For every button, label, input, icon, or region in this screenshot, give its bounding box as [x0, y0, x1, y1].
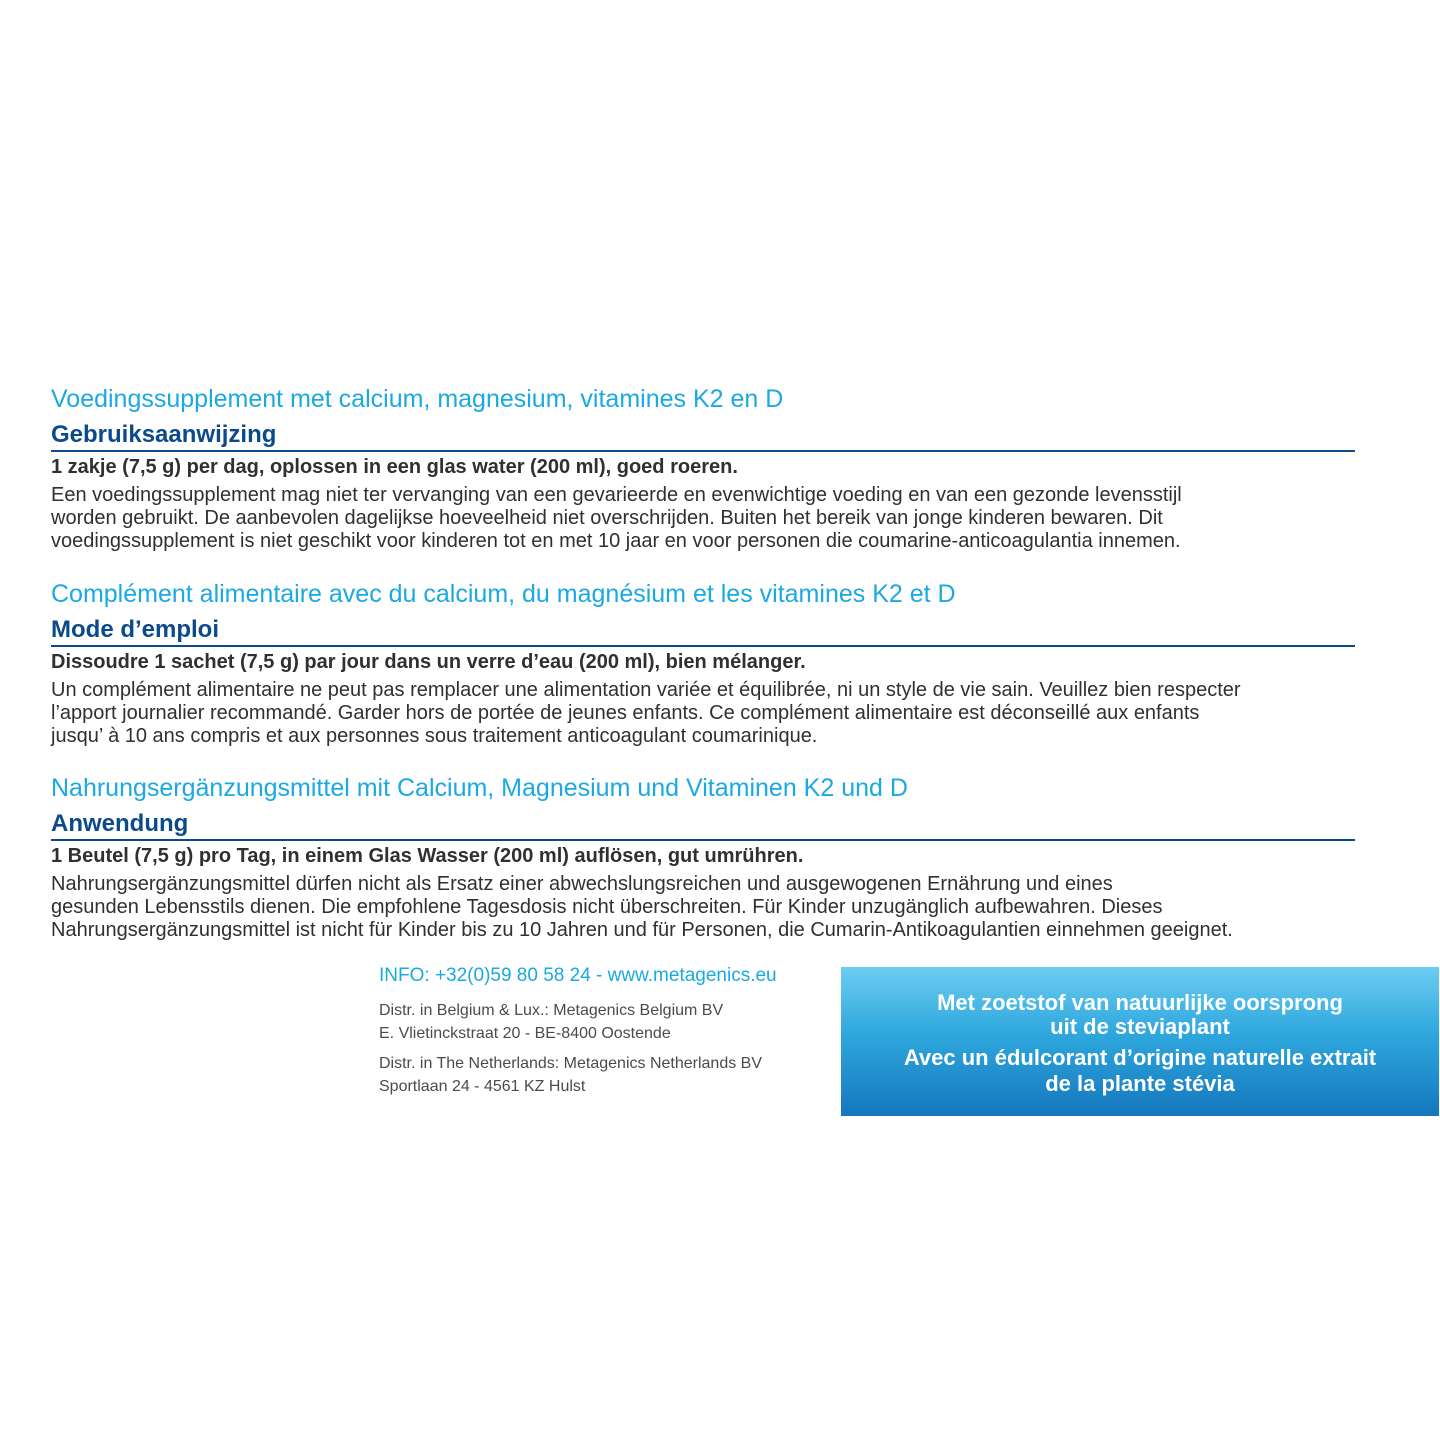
distributor-belgium — [379, 999, 723, 1045]
banner-text-fr — [841, 1039, 1439, 1097]
warning-line: Nahrungsergänzungsmittel dürfen nicht als Ersatz einer abwechslungsreichen und ausgewogenen Ernährung und eines — [51, 873, 1113, 895]
distributor-name: Distr. in The Netherlands: Metagenics Netherlands BV — [379, 1055, 763, 1072]
contact-info: INFO: +32(0)59 80 58 24 - www.metagenics.eu — [379, 965, 777, 986]
heading-nl: Gebruiksaanwijzing — [51, 421, 1355, 452]
stevia-banner — [841, 967, 1439, 1116]
banner-line: Met zoetstof van natuurlijke oorsprong — [937, 990, 1343, 1015]
distributor-address: Sportlaan 24 - 4561 KZ Hulst — [379, 1078, 586, 1095]
warning-line: Un complément alimentaire ne peut pas remplacer une alimentation variée et équilibrée, ni un style de vie sain. Veuillez bien respecter — [51, 679, 1241, 701]
banner-line: de la plante stévia — [1045, 1071, 1235, 1096]
distributor-address: E. Vlietinckstraat 20 - BE-8400 Oostende — [379, 1025, 671, 1042]
warning-de — [51, 873, 1355, 942]
distributor-name: Distr. in Belgium & Lux.: Metagenics Belgium BV — [379, 1002, 724, 1019]
distributor-netherlands — [379, 1052, 762, 1098]
dose-de: 1 Beutel (7,5 g) pro Tag, in einem Glas Wasser (200 ml) auflösen, gut umrühren. — [51, 845, 804, 867]
warning-nl — [51, 484, 1355, 553]
warning-line: gesunden Lebensstils dienen. Die empfohlene Tagesdosis nicht überschreiten. Für Kinder unzugänglich aufbewahren. Dieses — [51, 896, 1163, 918]
subtitle-nl: Voedingssupplement met calcium, magnesium, vitamines K2 en D — [51, 385, 784, 413]
section-de — [51, 773, 1355, 942]
dose-nl: 1 zakje (7,5 g) per dag, oplossen in een glas water (200 ml), goed roeren. — [51, 456, 738, 478]
section-fr — [51, 579, 1355, 748]
warning-line: Nahrungsergänzungsmittel ist nicht für Kinder bis zu 10 Jahren und für Personen, die Cumarin-Antikoagulantien einnehmen geeignet. — [51, 919, 1233, 941]
warning-line: jusqu’ à 10 ans compris et aux personnes sous traitement anticoagulant coumarinique. — [51, 725, 818, 747]
dose-fr: Dissoudre 1 sachet (7,5 g) par jour dans un verre d’eau (200 ml), bien mélanger. — [51, 651, 806, 673]
banner-line: Avec un édulcorant d’origine naturelle extrait — [903, 1045, 1377, 1070]
warning-fr — [51, 679, 1355, 748]
heading-de: Anwendung — [51, 810, 1355, 841]
subtitle-de: Nahrungsergänzungsmittel mit Calcium, Magnesium und Vitaminen K2 und D — [51, 774, 908, 802]
subtitle-fr: Complément alimentaire avec du calcium, du magnésium et les vitamines K2 et D — [51, 580, 956, 608]
warning-line: worden gebruikt. De aanbevolen dagelijkse hoeveelheid niet overschrijden. Buiten het bereik van jonge kinderen bewaren. Dit — [51, 507, 1163, 529]
banner-line: uit de steviaplant — [1050, 1014, 1230, 1039]
warning-line: Een voedingssupplement mag niet ter vervanging van een gevarieerde en evenwichtige voeding en van een gezonde levensstijl — [51, 484, 1182, 506]
heading-fr: Mode d’emploi — [51, 616, 1355, 647]
banner-text-nl — [841, 967, 1439, 1039]
warning-line: voedingssupplement is niet geschikt voor kinderen tot en met 10 jaar en voor personen die coumarine-anticoagulantia innemen. — [51, 530, 1181, 552]
section-nl — [51, 384, 1355, 553]
warning-line: l’apport journalier recommandé. Garder hors de portée de jeunes enfants. Ce complément alimentaire est déconseillé aux enfants — [51, 702, 1200, 724]
